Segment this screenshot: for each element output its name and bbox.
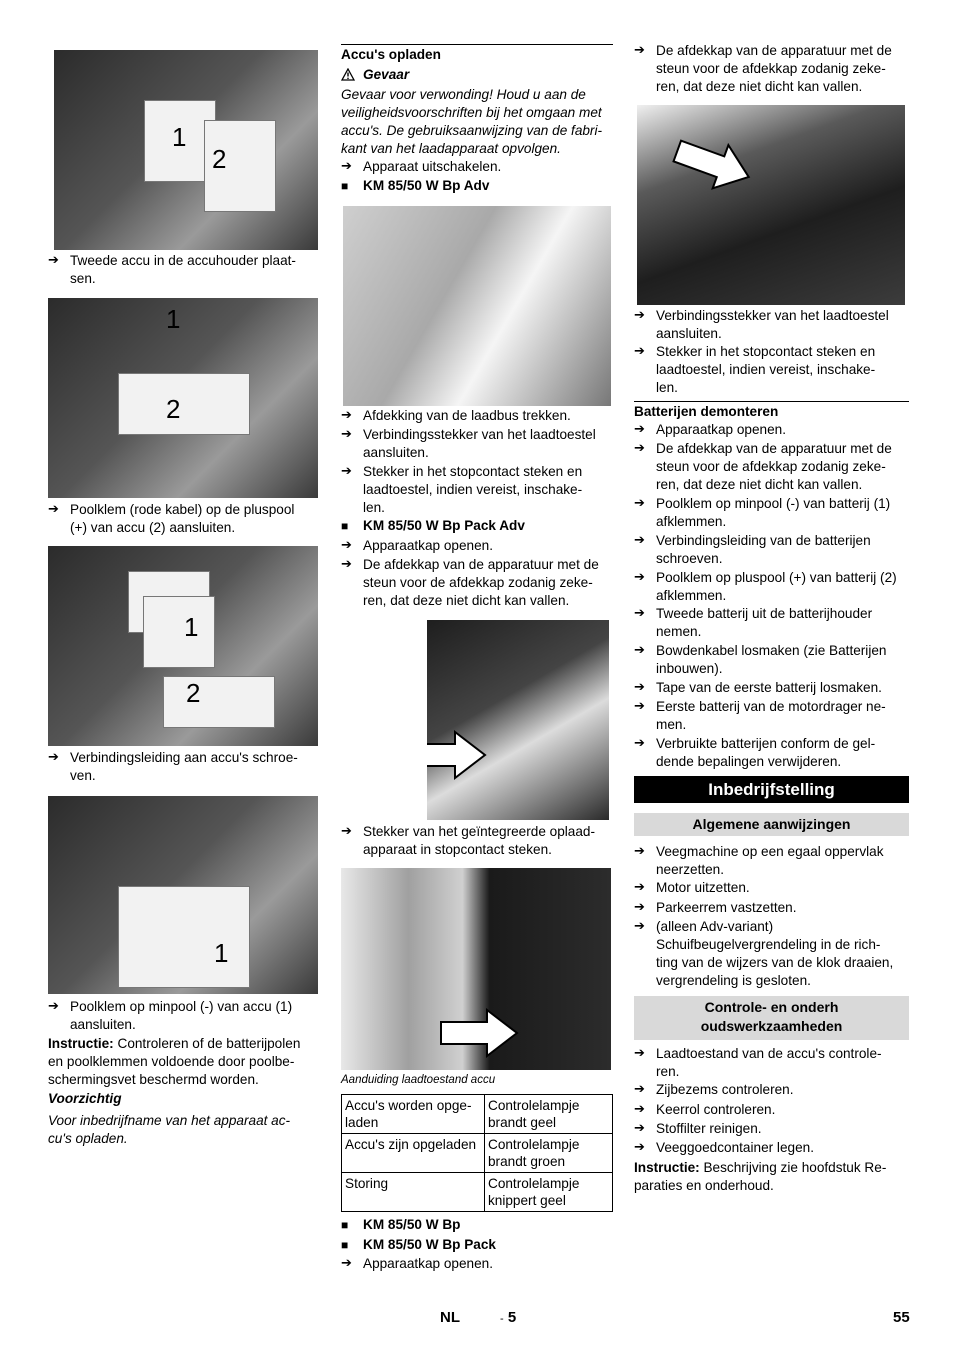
- arrow-right-icon: ➔: [48, 502, 59, 517]
- table-cell: Storing: [342, 1173, 485, 1212]
- middle-column: [341, 0, 613, 1350]
- arrow-right-icon: ➔: [634, 1140, 645, 1155]
- caution-title: Voorzichtig: [48, 1091, 122, 1106]
- step-text: Poolklem op pluspool (+) van batterij (2) afklemmen.: [656, 570, 897, 603]
- instruction-note: [634, 1159, 909, 1195]
- arrow-right-icon: ➔: [634, 422, 645, 437]
- danger-text: Gevaar voor verwonding! Houd u aan de veiligheidsvoorschriften bij het omgaan met accu's. De gebruiksaanwijzing van de fabri- kant van het laadapparaat opvolgen.: [341, 87, 603, 156]
- table-cell: Controlelampje brandt geel: [485, 1095, 613, 1134]
- table-row: [342, 1134, 613, 1173]
- arrow-right-icon: ➔: [341, 408, 352, 423]
- step-text: Tweede accu in de accuhouder plaat- sen.: [70, 253, 296, 286]
- square-bullet-icon: ■: [341, 179, 349, 193]
- step: [48, 749, 318, 785]
- photo-label-1: 1: [184, 612, 199, 642]
- arrow-right-icon: ➔: [634, 1121, 645, 1136]
- step-text: Stekker van het geïntegreerde oplaad- apparaat in stopcontact steken.: [363, 824, 596, 857]
- step-text: De afdekkap van de apparatuur met de steun voor de afdekkap zodanig zeke- ren, dat deze niet dicht kan vallen.: [656, 441, 892, 492]
- arrow-right-icon: ➔: [48, 253, 59, 268]
- left-column: [48, 0, 318, 1350]
- pointer-arrow-icon: [667, 127, 759, 201]
- model-label: KM 85/50 W Bp Adv: [363, 178, 490, 193]
- arrow-right-icon: ➔: [634, 496, 645, 511]
- photo-connecting-cable: [48, 546, 318, 746]
- arrow-right-icon: ➔: [634, 308, 645, 323]
- step-text: Bowdenkabel losmaken (zie Batterijen inbouwen).: [656, 643, 887, 676]
- step-text: Poolklem (rode kabel) op de pluspool (+) van accu (2) aansluiten.: [70, 502, 295, 535]
- arrow-right-icon: ➔: [634, 606, 645, 621]
- instruction-label: Instructie:: [48, 1036, 114, 1051]
- arrow-right-icon: ➔: [634, 699, 645, 714]
- table-cell: Accu's zijn opgeladen: [342, 1134, 485, 1173]
- step-text: Veegmachine op een egaal oppervlak neerzetten.: [656, 844, 884, 877]
- arrow-right-icon: ➔: [634, 1082, 645, 1097]
- photo-label-2: 2: [166, 394, 181, 424]
- square-bullet-icon: ■: [341, 1238, 349, 1252]
- step-text: Veeggoedcontainer legen.: [656, 1140, 814, 1155]
- section-heading: Accu's opladen: [341, 47, 441, 62]
- step-text: Stekker in het stopcontact steken en laadtoestel, indien vereist, inschake- len.: [363, 464, 583, 515]
- step-text: Afdekking van de laadbus trekken.: [363, 408, 571, 423]
- table-row: [342, 1095, 613, 1134]
- step-text: Poolklem op minpool (-) van accu (1) aansluiten.: [70, 999, 293, 1032]
- heading-rule: [634, 401, 909, 402]
- table-cell: Controlelampje brandt groen: [485, 1134, 613, 1173]
- square-bullet-icon: ■: [341, 1218, 349, 1232]
- table-cell: Accu's worden opge- laden: [342, 1095, 485, 1134]
- step-text: Poolklem op minpool (-) van batterij (1) afklemmen.: [656, 496, 891, 529]
- photo-charging-socket: [343, 206, 611, 406]
- arrow-right-icon: ➔: [634, 643, 645, 658]
- arrow-right-icon: ➔: [634, 533, 645, 548]
- arrow-right-icon: ➔: [341, 427, 352, 442]
- arrow-right-icon: ➔: [48, 750, 59, 765]
- step-text: (alleen Adv-variant) Schuifbeugelvergrendeling in de rich- ting van de wijzers van de klok draaien, vergrendeling is gesloten.: [656, 919, 894, 988]
- photo-label-1: 1: [166, 304, 181, 334]
- heading-rule: [341, 44, 613, 45]
- step: [48, 998, 318, 1034]
- step-text: Zijbezems controleren.: [656, 1082, 794, 1097]
- step-text: Verbindingsstekker van het laadtoestel aansluiten.: [656, 308, 889, 341]
- arrow-right-icon: ➔: [341, 464, 352, 479]
- photo-label-2: 2: [212, 144, 227, 174]
- step-text: Parkeerrem vastzetten.: [656, 900, 797, 915]
- instruction-label: Instructie:: [634, 1160, 700, 1175]
- step-text: Verbindingsstekker van het laadtoestel aansluiten.: [363, 427, 596, 460]
- photo-charger-connector: [637, 105, 905, 305]
- caution-text: Voor inbedrijfname van het apparaat ac- cu's opladen.: [48, 1113, 291, 1146]
- model-label: KM 85/50 W Bp Pack: [363, 1237, 496, 1252]
- section-title-bar: Inbedrijfstelling: [634, 776, 909, 803]
- footer-subpage: - 5: [500, 1309, 517, 1326]
- photo-pluspole: [48, 298, 318, 498]
- pointer-arrow-icon: [439, 1008, 519, 1058]
- step-text: Stoffilter reinigen.: [656, 1121, 762, 1136]
- arrow-right-icon: ➔: [341, 557, 352, 572]
- charge-indicator-table: [341, 1094, 613, 1212]
- step: [48, 252, 318, 288]
- arrow-right-icon: ➔: [341, 159, 352, 174]
- step-text: Verbruikte batterijen conform de gel- dende bepalingen verwijderen.: [656, 736, 876, 769]
- table-cell: Controlelampje knippert geel: [485, 1173, 613, 1212]
- pointer-arrow-icon: [427, 730, 487, 780]
- arrow-right-icon: ➔: [48, 999, 59, 1014]
- step-text: Tweede batterij uit de batterijhouder nemen.: [656, 606, 873, 639]
- arrow-right-icon: ➔: [341, 824, 352, 839]
- arrow-right-icon: ➔: [341, 1256, 352, 1271]
- photo-integrated-charger: [427, 620, 609, 820]
- arrow-right-icon: ➔: [634, 441, 645, 456]
- step-text: Apparaatkap openen.: [363, 1256, 494, 1271]
- subsection-bar: Algemene aanwijzingen: [634, 813, 909, 836]
- warning-triangle-icon: [341, 68, 355, 81]
- arrow-right-icon: ➔: [634, 900, 645, 915]
- step-text: Apparaatkap openen.: [363, 538, 494, 553]
- page-number: 55: [893, 1309, 910, 1326]
- photo-charge-indicator: [341, 868, 611, 1070]
- model-label: KM 85/50 W Bp Pack Adv: [363, 518, 525, 533]
- step-text: Keerrol controleren.: [656, 1102, 776, 1117]
- step-text: Verbindingsleiding aan accu's schroe- ven.: [70, 750, 298, 783]
- step-text: Eerste batterij van de motordrager ne- men.: [656, 699, 886, 732]
- instruction-note: [48, 1035, 318, 1089]
- table-row: [342, 1173, 613, 1212]
- step-text: Stekker in het stopcontact steken en laadtoestel, indien vereist, inschake- len.: [656, 344, 876, 395]
- arrow-right-icon: ➔: [634, 43, 645, 58]
- photo-label-1: 1: [172, 122, 187, 152]
- step-text: Apparaatkap openen.: [656, 422, 787, 437]
- footer-language: NL: [440, 1309, 460, 1326]
- section-heading: Batterijen demonteren: [634, 404, 779, 419]
- step-text: De afdekkap van de apparatuur met de steun voor de afdekkap zodanig zeke- ren, dat deze niet dicht kan vallen.: [656, 43, 892, 94]
- step-text: Tape van de eerste batterij losmaken.: [656, 680, 882, 695]
- model-label: KM 85/50 W Bp: [363, 1217, 461, 1232]
- danger-title: Gevaar: [363, 67, 410, 82]
- step: [48, 501, 318, 537]
- photo-label-2: 2: [186, 678, 201, 708]
- arrow-right-icon: ➔: [634, 736, 645, 751]
- step-text: De afdekkap van de apparatuur met de steun voor de afdekkap zodanig zeke- ren, dat deze niet dicht kan vallen.: [363, 557, 599, 608]
- step-text: Laadtoestand van de accu's controle- ren.: [656, 1046, 882, 1079]
- instruction-text: Beschrijving zie hoofdstuk Re- paraties en onderhoud.: [634, 1160, 887, 1193]
- arrow-right-icon: ➔: [634, 880, 645, 895]
- arrow-right-icon: ➔: [634, 680, 645, 695]
- step-text: Verbindingsleiding van de batterijen schroeven.: [656, 533, 871, 566]
- arrow-right-icon: ➔: [634, 570, 645, 585]
- instruction-text: Controleren of de batterijpolen en poolklemmen voldoende door poolbe- schermingsvet beschermd worden.: [48, 1036, 301, 1087]
- step-text: Motor uitzetten.: [656, 880, 750, 895]
- arrow-right-icon: ➔: [634, 844, 645, 859]
- photo-minpole: [48, 796, 318, 994]
- photo-battery-insert: [54, 50, 318, 250]
- arrow-right-icon: ➔: [634, 1046, 645, 1061]
- square-bullet-icon: ■: [341, 519, 349, 533]
- arrow-right-icon: ➔: [634, 919, 645, 934]
- figure-caption: Aanduiding laadtoestand accu: [341, 1074, 496, 1086]
- right-column: [634, 0, 909, 1350]
- subsection-bar: Controle- en onderh oudswerkzaamheden: [634, 996, 909, 1040]
- step-text: Apparaat uitschakelen.: [363, 159, 502, 174]
- arrow-right-icon: ➔: [634, 1102, 645, 1117]
- arrow-right-icon: ➔: [634, 344, 645, 359]
- photo-label-1: 1: [214, 938, 229, 968]
- arrow-right-icon: ➔: [341, 538, 352, 553]
